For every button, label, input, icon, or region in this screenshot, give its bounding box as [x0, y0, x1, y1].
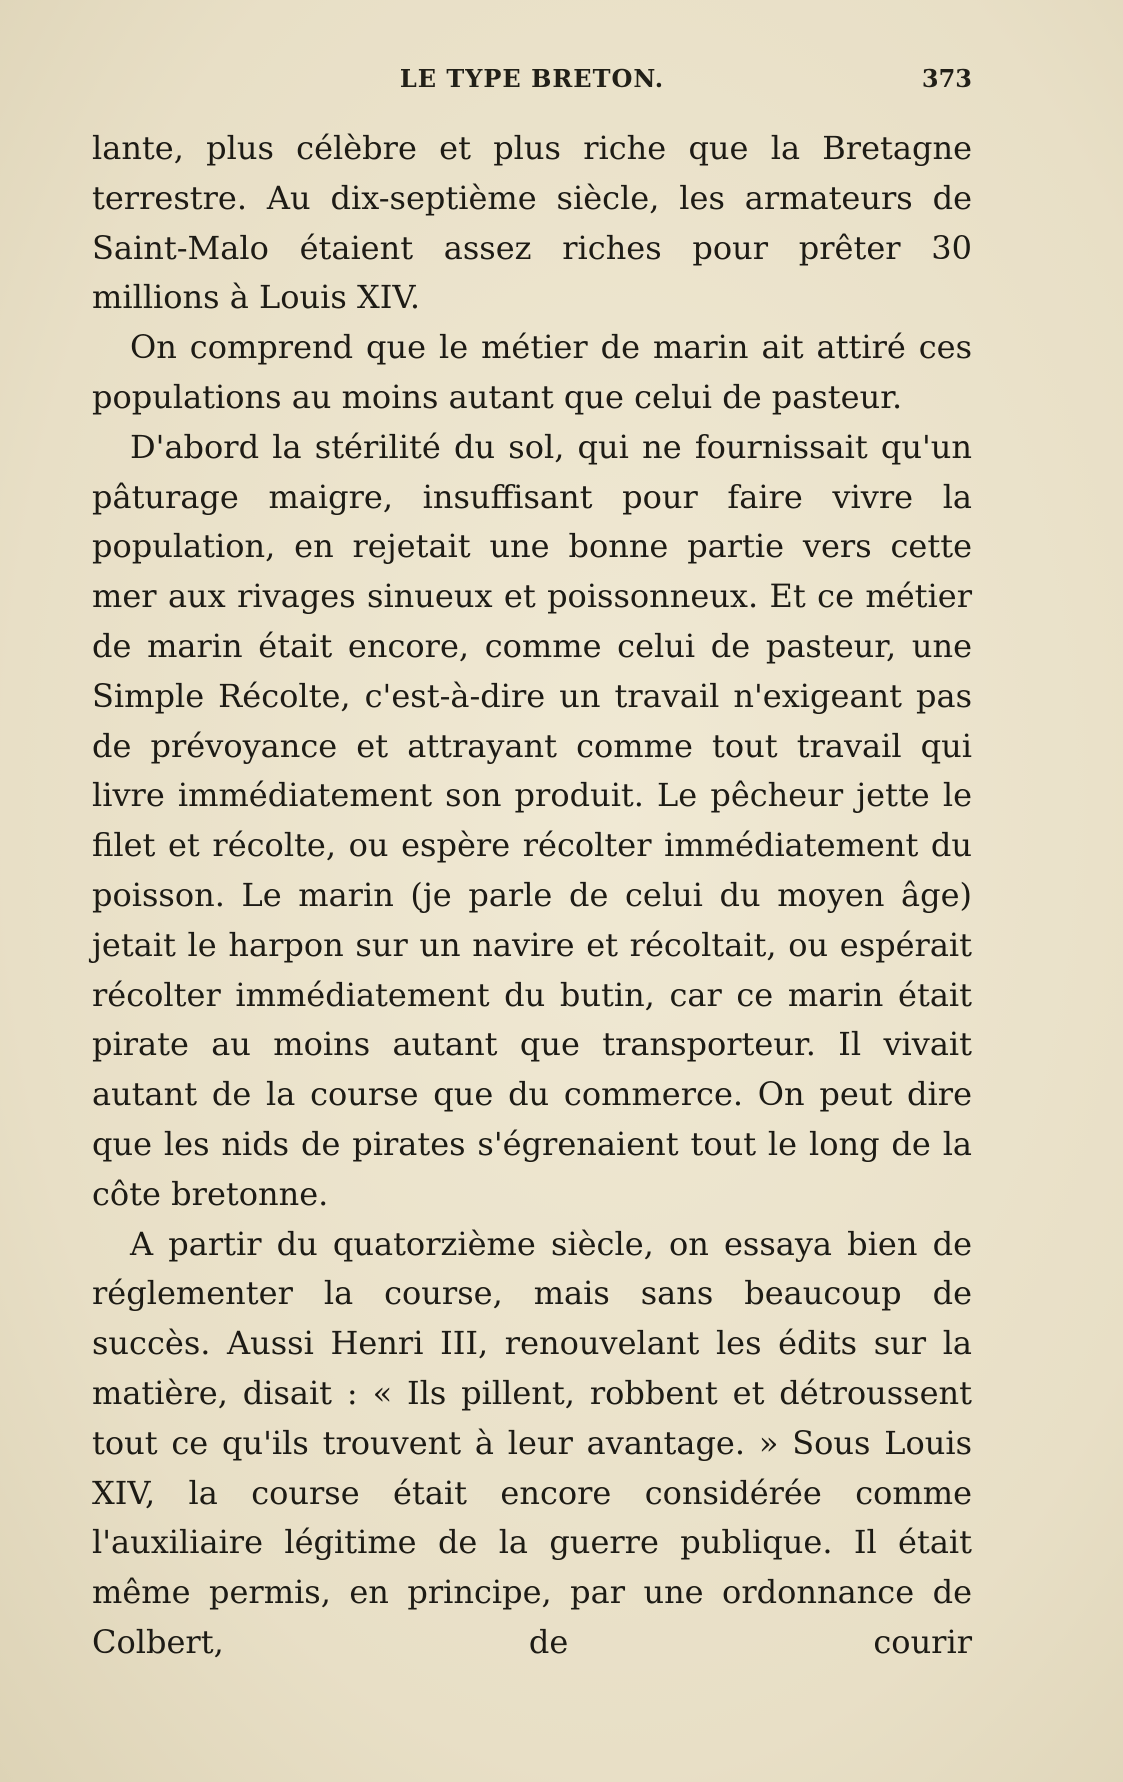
paragraph: D'abord la stérilité du sol, qui ne fournissait qu'un pâturage maigre, insuffisant pour faire vivre la population, en rejetait une bonne partie vers cette mer aux rivages sinueux et poissonneux. Et ce métier de marin était encore, comme celui de pasteur, une Simple Récolte, c'est-à-dire un travail n'exigeant pas de prévoyance et attrayant comme tout travail qui livre immédiatement son produit. Le pêcheur jette le filet et récolte, ou espère récolter immédiatement du poisson. Le marin (je parle de celui du moyen âge) jetait le harpon sur un navire et récoltait, ou espérait récolter immédiatement du butin, car ce marin était pirate au moins autant que transporteur. Il vivait autant de la course que du commerce. On peut dire que les nids de pirates s'égrenaient tout le long de la côte bretonne. [92, 427, 972, 1213]
page-number: 373 [921, 64, 972, 93]
paragraph: On comprend que le métier de marin ait attiré ces populations au moins autant que celui de pasteur. [92, 328, 972, 416]
body-text [92, 124, 972, 1668]
page-header [92, 60, 972, 100]
paragraph: lante, plus célèbre et plus riche que la Bretagne terrestre. Au dix-septième siècle, les armateurs de Saint-Malo étaient assez riches pour prêter 30 millions à Louis XIV. [92, 129, 972, 317]
paragraph: A partir du quatorzième siècle, on essaya bien de réglementer la course, mais sans beaucoup de succès. Aussi Henri III, renouvelant les édits sur la matière, disait : « Ils pillent, robbent et détroussent tout ce qu'ils trouvent à leur avantage. » Sous Louis XIV, la course était encore considérée comme l'auxiliaire légitime de la guerre publique. Il était même permis, en principe, par une ordonnance de Colbert, de courir [92, 1224, 972, 1661]
running-title: LE TYPE BRETON. [399, 64, 665, 93]
